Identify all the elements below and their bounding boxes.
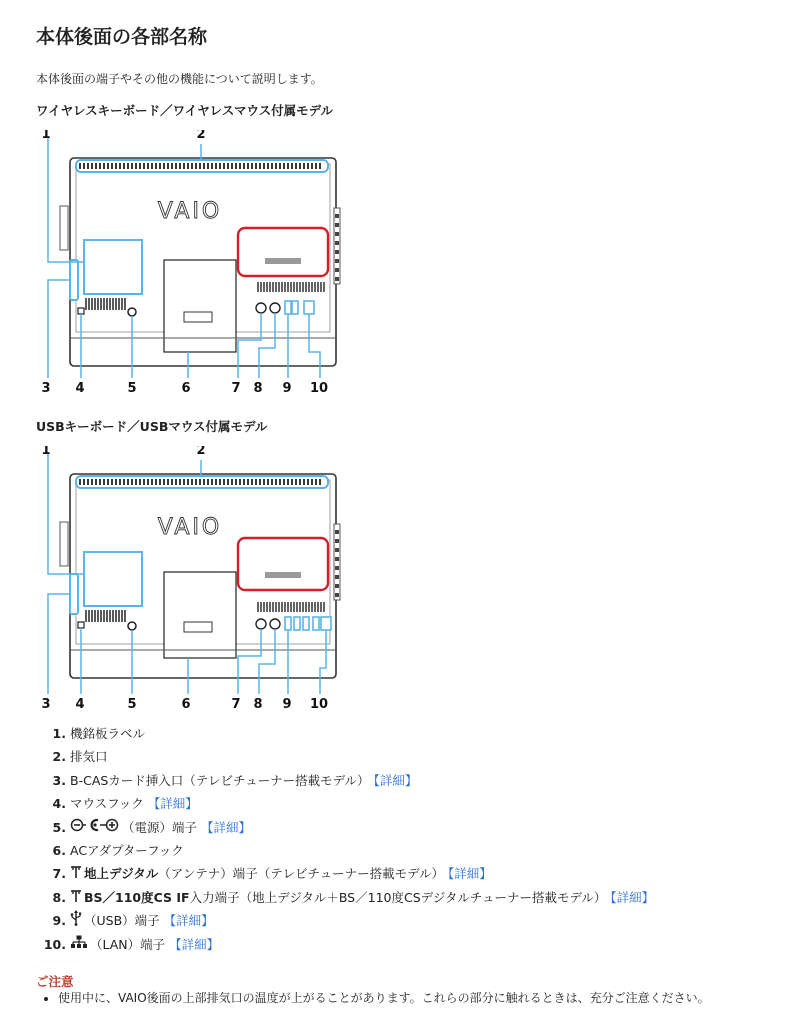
callout-number: 4 (75, 381, 85, 396)
ac-adapter-hook (184, 312, 212, 322)
side-port (335, 223, 339, 227)
callout-number: 3 (41, 697, 51, 710)
right-side-ports (334, 208, 340, 284)
part-item-5: 5. （電源）端子 【詳細】 (36, 816, 776, 839)
part-item-4: 4. マウスフック 【詳細】 (52, 796, 198, 812)
dc-in-port (128, 308, 136, 316)
callout-number: 5 (127, 697, 137, 710)
usb-icon (70, 910, 82, 933)
side-port (335, 593, 339, 597)
page-title: 本体後面の各部名称 (36, 26, 208, 48)
part-item-8: 8. BS／110度CS IF入力端子（地上デジタル＋BS／110度CSデジタルチューナー搭載モデル） 【詳細】 (36, 886, 776, 909)
label-plate-highlight (84, 552, 142, 606)
side-port (335, 277, 339, 281)
left-side-trim (60, 206, 68, 250)
side-port (335, 232, 339, 236)
mouse-hook (78, 622, 84, 628)
usb-port (294, 617, 300, 630)
callout-number: 2 (196, 130, 206, 142)
callout-number: 3 (41, 381, 51, 396)
label-plate-highlight (84, 240, 142, 294)
part-item-9: 9. （USB）端子 【詳細】 (36, 909, 776, 932)
right-side-ports (334, 524, 340, 600)
callout-number: 6 (181, 381, 191, 396)
rear-diagram-usb (36, 446, 356, 710)
usb-port (285, 301, 291, 314)
bs-cs-if-port (270, 303, 280, 313)
part-item-7: 7. 地上デジタル（アンテナ）端子（テレビチューナー搭載モデル） 【詳細】 (36, 862, 776, 885)
callout-number: 6 (181, 697, 191, 710)
caution-list (36, 990, 798, 1007)
lan-port (321, 617, 331, 630)
callout-number: 8 (253, 697, 263, 710)
side-port (335, 250, 339, 254)
callout-number: 8 (253, 381, 263, 396)
vaio-logo: VAIO (157, 515, 223, 540)
dc-in-port (128, 622, 136, 630)
part-item-6: 6. ACアダプターフック (52, 842, 184, 858)
callout-number: 10 (309, 697, 329, 710)
rear-diagram-wireless (36, 130, 356, 398)
side-port (335, 539, 339, 543)
side-port (335, 575, 339, 579)
bcas-slot-highlight (70, 260, 78, 300)
callout-leader (48, 594, 70, 694)
callout-number: 5 (127, 381, 137, 396)
serial-label (238, 538, 328, 590)
part-item-2: 2. 排気口 (52, 749, 108, 765)
intro-text: 本体後面の端子やその他の機能について説明します。 (36, 72, 323, 86)
usb-port (313, 617, 319, 630)
stand (164, 572, 236, 658)
exhaust-vent-highlight (76, 160, 328, 172)
bcas-slot-highlight (70, 574, 78, 614)
lan-port (304, 301, 314, 314)
side-port (335, 530, 339, 534)
detail-link[interactable]: 【詳細】 (373, 772, 418, 788)
ac-adapter-hook (184, 622, 212, 632)
figure-heading-usb: USBキーボード／USBマウス付属モデル (36, 419, 268, 434)
left-side-trim (60, 522, 68, 566)
side-port (335, 268, 339, 272)
mouse-hook (78, 308, 84, 314)
exhaust-vent-highlight (76, 476, 328, 488)
detail-link[interactable]: 【詳細】 (610, 889, 655, 905)
callout-number: 4 (75, 697, 85, 710)
detail-link[interactable]: 【詳細】 (169, 936, 220, 952)
lan-icon (70, 933, 88, 956)
usb-port (292, 301, 298, 314)
usb-port (285, 617, 291, 630)
callout-number: 7 (231, 381, 241, 396)
part-item-3: 3. B-CASカード挿入口（テレビチューナー搭載モデル） 【詳細】 (52, 772, 418, 788)
callout-number: 9 (282, 381, 292, 396)
usb-port (303, 617, 309, 630)
callout-number: 7 (231, 697, 241, 710)
callout-number: 2 (196, 446, 206, 458)
side-port (335, 214, 339, 218)
tv-antenna-port (256, 619, 266, 629)
part-item-1: 1. 機銘板ラベル (52, 726, 146, 741)
side-port (335, 557, 339, 561)
side-port (335, 566, 339, 570)
side-port (335, 241, 339, 245)
serial-label (238, 228, 328, 276)
figure-heading-wireless: ワイヤレスキーボード／ワイヤレスマウス付属モデル (36, 103, 334, 118)
callout-number: 9 (282, 697, 292, 710)
caution-item: • 使用中に、VAIO後面の上部排気口の温度が上がることがあります。これらの部分に触れるときは、充分ご注意ください。 (58, 990, 798, 1007)
callout-number: 10 (309, 381, 329, 396)
detail-link[interactable]: 【詳細】 (201, 819, 252, 835)
callout-number: 1 (41, 446, 51, 458)
side-port (335, 259, 339, 263)
bs-cs-if-port (270, 619, 280, 629)
callout-number: 1 (41, 130, 51, 142)
detail-link[interactable]: 【詳細】 (147, 796, 198, 812)
callout-leader (48, 280, 70, 378)
antenna-icon (70, 887, 82, 910)
dc-power-icon (70, 816, 120, 839)
detail-link[interactable]: 【詳細】 (448, 866, 492, 882)
parts-list (36, 722, 776, 956)
antenna-icon (70, 863, 82, 886)
vaio-logo: VAIO (157, 199, 223, 224)
side-port (335, 548, 339, 552)
tv-antenna-port (256, 303, 266, 313)
part-item-10: 10. （LAN）端子 【詳細】 (36, 933, 776, 956)
detail-link[interactable]: 【詳細】 (163, 913, 214, 929)
caution-title: ご注意 (36, 974, 74, 989)
side-port (335, 584, 339, 588)
